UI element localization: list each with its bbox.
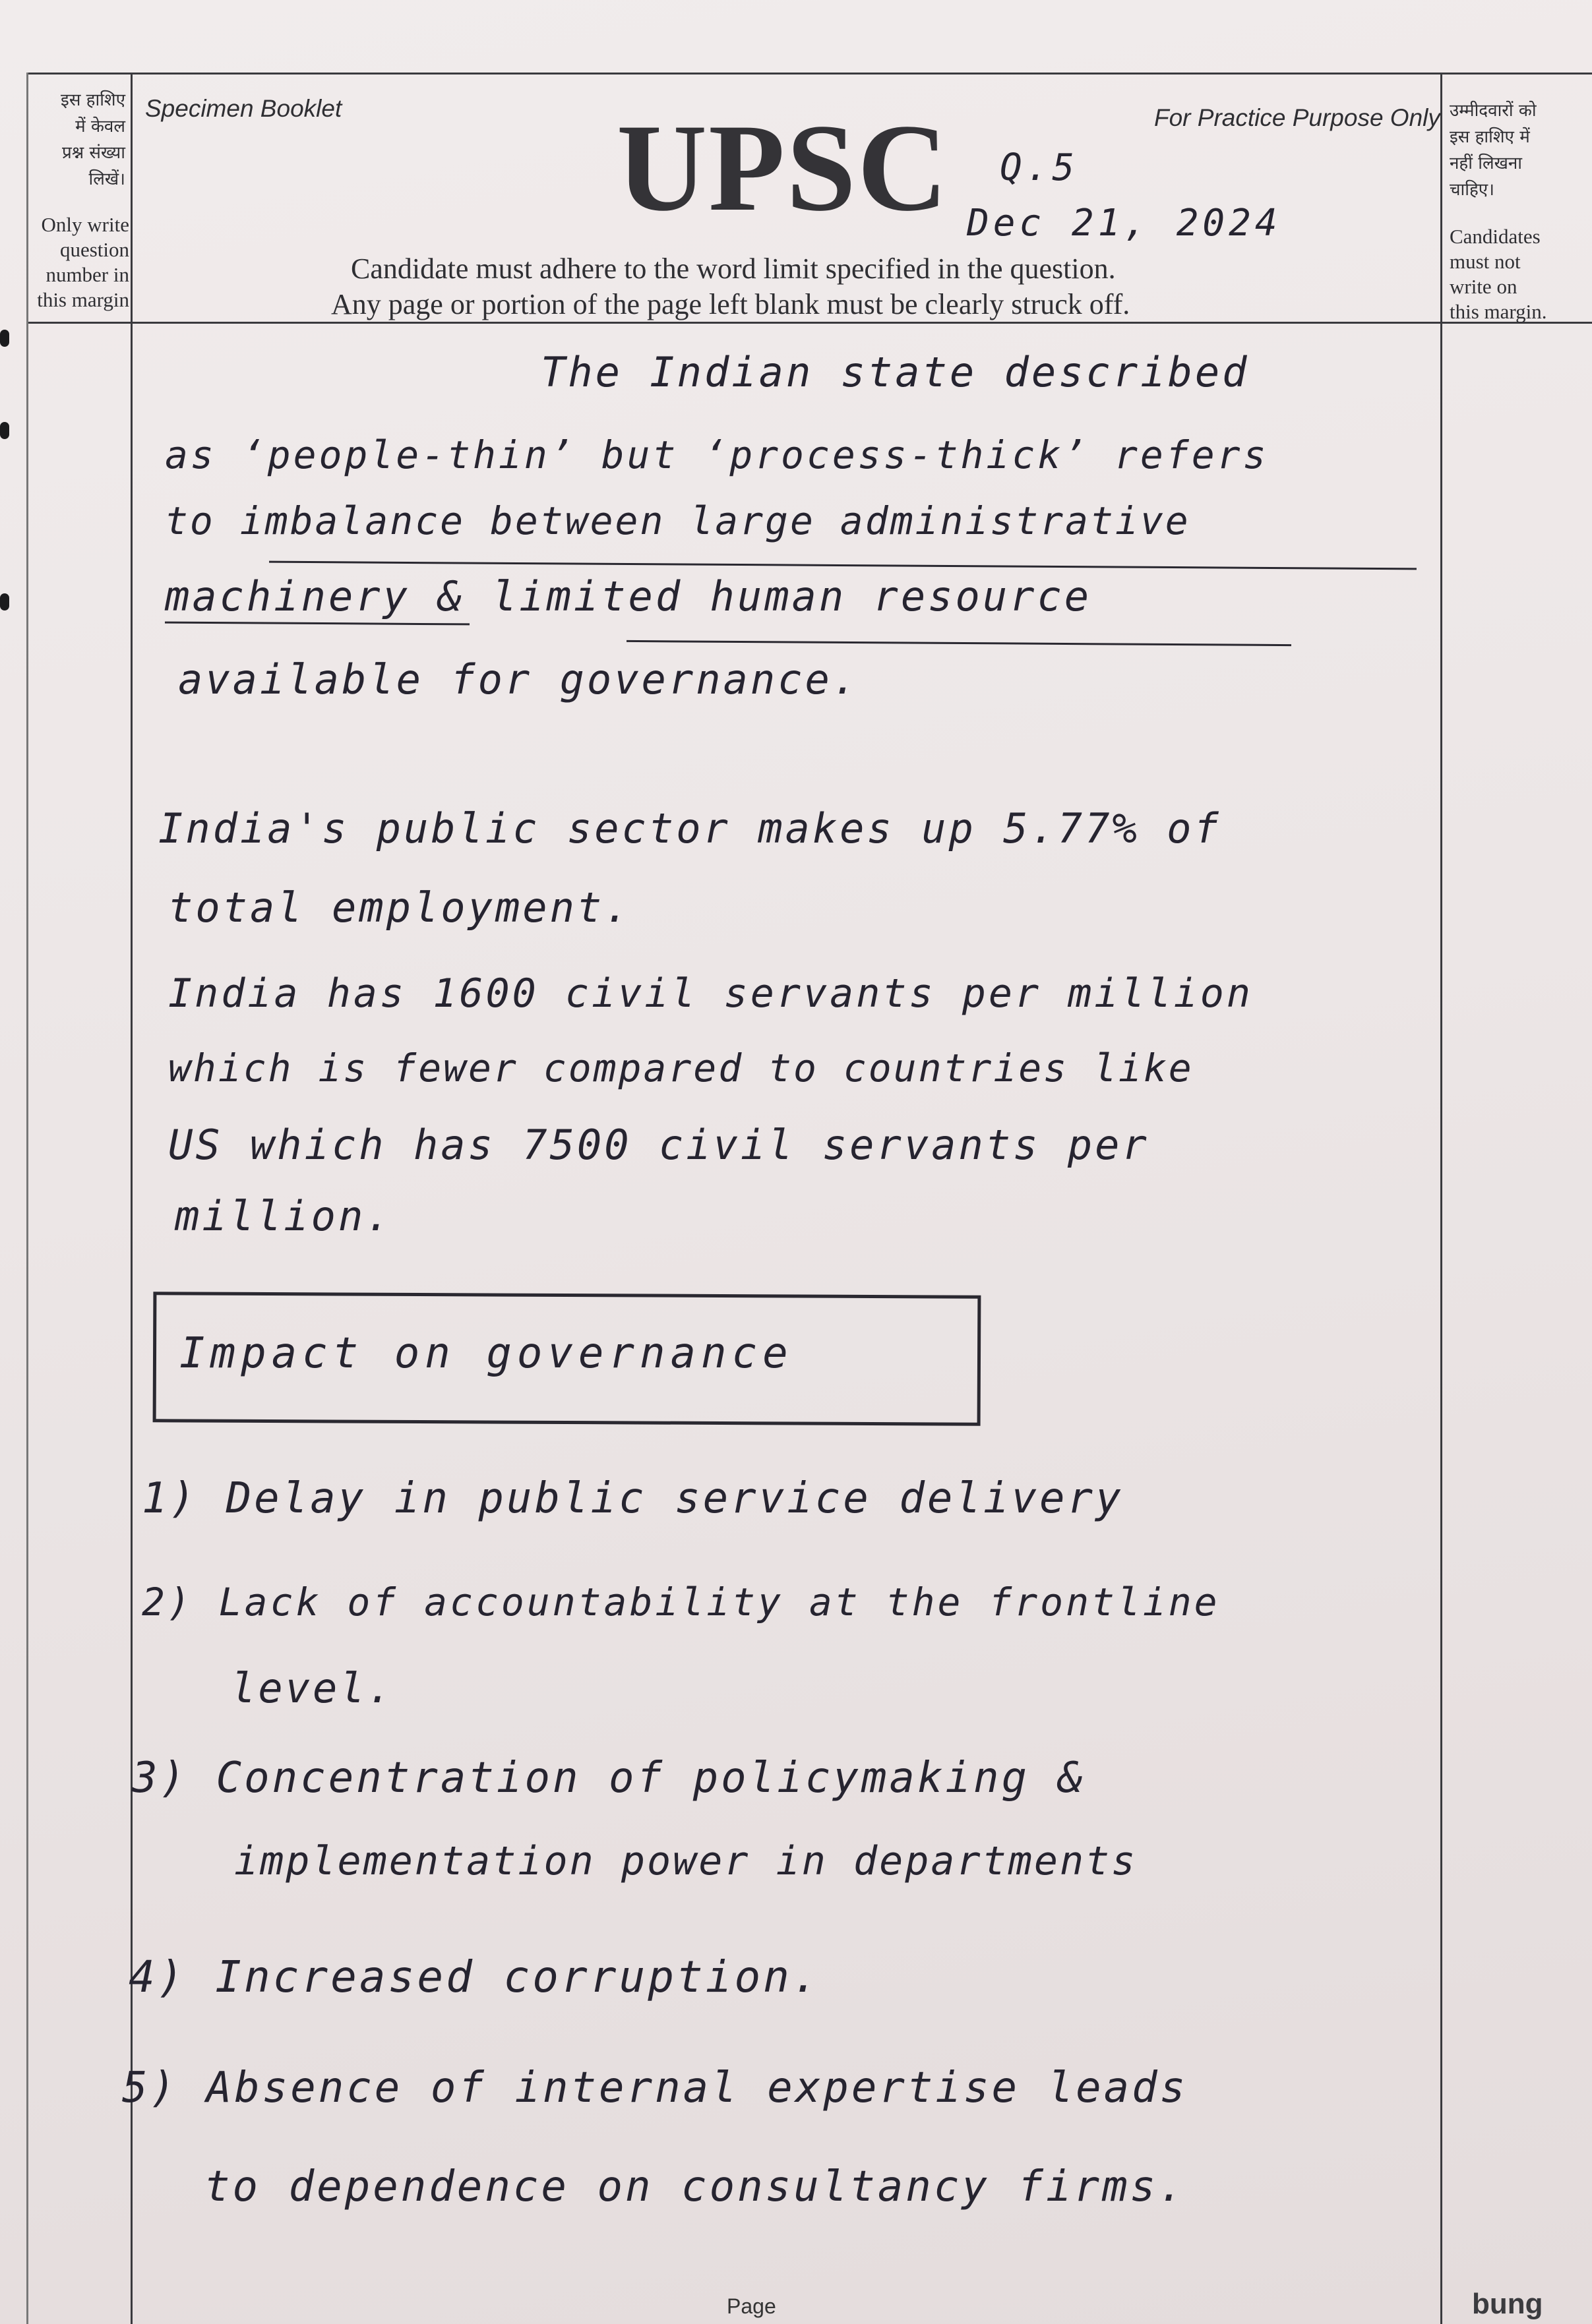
left-margin-hindi: इस हाशिए में केवल प्रश्न संख्या लिखें। <box>61 90 125 189</box>
answer-date: Dec 21, 2024 <box>967 202 1281 245</box>
upsc-logo: UPSC <box>617 99 950 237</box>
impact-point: 2) Lack of accountability at the frontline <box>142 1580 1220 1624</box>
question-number: Q.5 <box>1000 146 1079 189</box>
page-label: Page <box>727 2294 776 2318</box>
impact-point-continued: to dependence on consultancy firms. <box>204 2162 1186 2211</box>
answer-line: The Indian state described <box>541 348 1250 396</box>
word-limit-instruction: Candidate must adhere to the word limit specified in the question. <box>351 253 1116 285</box>
blank-page-instruction: Any page or portion of the page left blank must be clearly struck off. <box>331 288 1130 320</box>
answer-line: India has 1600 civil servants per million <box>168 970 1254 1017</box>
right-margin-note: Candidates must not write on this margin. <box>1450 225 1547 323</box>
outer-left-edge <box>26 73 28 2324</box>
answer-line: as ‘people-thin’ but ‘process-thick’ refers <box>165 432 1269 477</box>
right-margin-line <box>1440 73 1442 2324</box>
binder-hole <box>0 422 9 439</box>
practice-label: For Practice Purpose Only <box>1154 104 1440 131</box>
watermark: bung <box>1472 2288 1543 2320</box>
answer-line: million. <box>175 1192 393 1240</box>
impact-point-continued: implementation power in departments <box>234 1838 1138 1884</box>
answer-line: which is fewer compared to countries like <box>168 1046 1194 1090</box>
impact-point: 1) Delay in public service delivery <box>142 1474 1124 1523</box>
answer-line: total employment. <box>168 883 632 932</box>
answer-line: India's public sector makes up 5.77% of <box>158 804 1221 852</box>
impact-point: 3) Concentration of policymaking & <box>132 1754 1086 1803</box>
section-heading: Impact on governance <box>179 1329 793 1378</box>
answer-line: to imbalance between large administrative <box>165 498 1190 543</box>
answer-line: US which has 7500 civil servants per <box>168 1121 1149 1169</box>
right-margin-hindi: उम्मीदवारों को इस हाशिए में नहीं लिखना चाहिए। <box>1450 101 1537 200</box>
binder-hole <box>0 593 9 611</box>
top-border <box>26 73 1592 74</box>
impact-point-continued: level. <box>231 1664 394 1712</box>
binder-hole <box>0 330 9 347</box>
booklet-label: Specimen Booklet <box>145 95 342 122</box>
header-bottom-border <box>26 322 1592 324</box>
answer-line: available for governance. <box>178 655 860 703</box>
impact-point: 4) Increased corruption. <box>129 1952 821 2002</box>
impact-point: 5) Absence of internal expertise leads <box>122 2064 1188 2112</box>
left-margin-note: Only write question number in this margin <box>37 213 129 311</box>
answer-line: machinery & limited human resource <box>165 572 1092 620</box>
